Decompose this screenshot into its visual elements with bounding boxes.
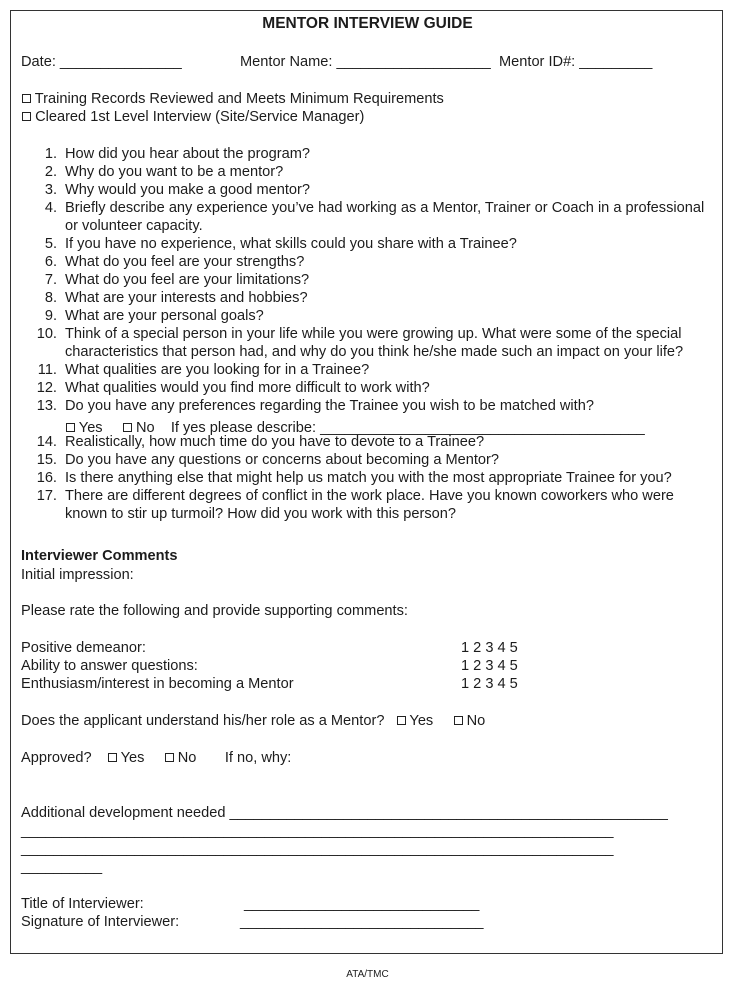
question-text: What qualities would you find more difficult to work with? [65,380,430,396]
signature-label: Signature of Interviewer: [21,914,180,930]
question-text: Why do you want to be a mentor? [65,164,284,180]
rating-scale[interactable]: 1 2 3 4 5 [461,640,518,656]
footer-code: ATA/TMC [346,969,389,980]
question-number: 10. [36,326,57,342]
question-number: 15. [36,452,57,468]
question-number: 12. [36,380,57,396]
question-text: How did you hear about the program? [65,146,311,162]
role-question-row [21,712,485,730]
question-number: 9. [44,308,57,324]
question-text: Is there anything else that might help us match you with the most appropriate Trainee for you? [65,470,672,486]
question-text: Why would you make a good mentor? [65,182,310,198]
yes-label: Yes [78,420,103,436]
question-text: Do you have any questions or concerns about becoming a Mentor? [65,452,500,468]
initial-impression-label: Initial impression: [21,567,134,583]
describe-field[interactable]: If yes please describe: ________________________________________ [170,420,645,436]
continuation-line[interactable]: _________________________________________________________________________ [21,841,614,857]
question-number: 7. [44,272,57,288]
rating-scale[interactable]: 1 2 3 4 5 [461,676,518,692]
checkbox-yes[interactable] [66,423,75,432]
role-question: Does the applicant understand his/her role as a Mentor? [21,713,385,729]
question-text: or volunteer capacity. [65,218,203,234]
signature-field[interactable]: ______________________________ [240,914,484,930]
question-text: Realistically, how much time do you have to devote to a Trainee? [65,434,485,450]
form-title: MENTOR INTERVIEW GUIDE [262,15,473,32]
continuation-line-short[interactable]: __________ [21,859,103,875]
question-number: 8. [44,290,57,306]
question-number: 17. [36,488,57,504]
question-number: 13. [36,398,57,414]
question-text: What do you feel are your strengths? [65,254,305,270]
date-field[interactable]: Date: _______________ [21,54,182,70]
title-of-interviewer-field[interactable]: _____________________________ [244,896,480,912]
yes-label: Yes [120,750,145,766]
question-text: Do you have any preferences regarding the Trainee you wish to be matched with? [65,398,594,414]
question-text: Briefly describe any experience you’ve had working as a Mentor, Trainer or Coach in a professional [65,200,705,216]
question-number: 14. [36,434,57,450]
rate-prompt: Please rate the following and provide supporting comments: [21,603,408,619]
checklist-label: Cleared 1st Level Interview (Site/Service Manager) [35,109,365,125]
checkbox-yes[interactable] [108,753,117,762]
question-text: What are your interests and hobbies? [65,290,308,306]
checkbox-no[interactable] [123,423,132,432]
question-text: Think of a special person in your life while you were growing up. What were some of the special [65,326,682,342]
no-label: No [135,420,155,436]
mentor-id-field[interactable]: Mentor ID#: _________ [499,54,653,70]
question-number: 11. [37,362,57,378]
checkbox[interactable] [22,94,31,103]
checklist-label: Training Records Reviewed and Meets Minimum Requirements [34,91,444,107]
comments-heading: Interviewer Comments [21,548,178,564]
checkbox[interactable] [22,112,31,121]
q13-options [66,419,645,437]
checklist-item-cleared-interview [22,108,364,126]
checkbox-no[interactable] [454,716,463,725]
continuation-line[interactable]: _________________________________________________________________________ [21,823,614,839]
question-number: 16. [36,470,57,486]
question-text: What qualities are you looking for in a Trainee? [65,362,370,378]
no-label: No [177,750,197,766]
yes-label: Yes [409,713,434,729]
rating-label: Enthusiasm/interest in becoming a Mentor [21,676,294,692]
if-no-label: If no, why: [224,750,292,766]
question-number: 6. [44,254,57,270]
approved-label: Approved? [21,750,92,766]
mentor-name-field[interactable]: Mentor Name: ___________________ [240,54,491,70]
question-number: 1. [44,146,57,162]
additional-field[interactable]: ______________________________________________________ [229,805,668,821]
checkbox-no[interactable] [165,753,174,762]
checklist-item-training-records [22,90,444,108]
question-text: There are different degrees of conflict in the work place. Have you known coworkers who were [65,488,674,504]
question-text: What do you feel are your limitations? [65,272,310,288]
additional-development-row [21,804,668,822]
question-text: characteristics that person had, and why do you think he/she made such an impact on your life? [65,344,684,360]
question-number: 5. [44,236,57,252]
no-label: No [466,713,486,729]
additional-label: Additional development needed [21,805,226,821]
question-text: known to stir up turmoil? How did you work with this person? [65,506,456,522]
question-text: If you have no experience, what skills could you share with a Trainee? [65,236,517,252]
question-number: 2. [44,164,57,180]
question-number: 4. [44,200,57,216]
checkbox-yes[interactable] [397,716,406,725]
approved-row [21,749,291,767]
question-number: 3. [44,182,57,198]
question-text: What are your personal goals? [65,308,264,324]
title-of-interviewer-label: Title of Interviewer: [21,896,144,912]
rating-label: Positive demeanor: [21,640,146,656]
rating-scale[interactable]: 1 2 3 4 5 [461,658,518,674]
rating-label: Ability to answer questions: [21,658,198,674]
